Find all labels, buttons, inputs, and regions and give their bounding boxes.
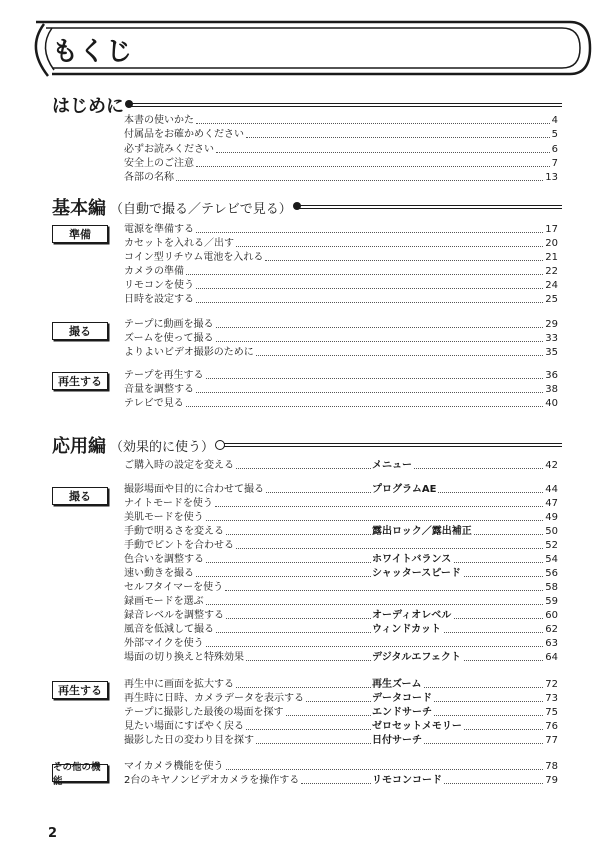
entry-feature: デジタルエフェクト: [372, 652, 461, 663]
entry-page: 7: [551, 158, 558, 169]
section-advanced: [52, 432, 562, 458]
page-title: もくじ: [52, 37, 134, 67]
entry-text: 再生時に日時、カメラデータを表示する: [124, 693, 304, 704]
entry-feature: シャッタースピード: [372, 568, 461, 579]
entry-page: 50: [545, 526, 558, 537]
entry-page: 78: [545, 761, 558, 772]
entry-feature: ホワイトバランス: [372, 554, 452, 565]
entry-text: 本書の使いかた: [124, 115, 194, 126]
entry-page: 20: [545, 238, 558, 249]
entry-page: 35: [545, 347, 558, 358]
entry-feature: メニュー: [372, 460, 412, 471]
toc-entry[interactable]: [124, 397, 558, 410]
toc-entry[interactable]: [124, 595, 558, 608]
toc-entry[interactable]: [124, 157, 558, 170]
entry-page: 40: [545, 398, 558, 409]
section-basic-title: 基本編: [52, 198, 106, 219]
entry-page: 21: [545, 252, 558, 263]
entry-text: ご購入時の設定を変える: [124, 460, 234, 471]
toc-entry[interactable]: [124, 318, 558, 331]
entry-feature: ゼロセットメモリー: [372, 721, 462, 732]
toc-entry[interactable]: [124, 143, 558, 156]
toc-entry[interactable]: [124, 760, 558, 773]
entry-page: 49: [545, 512, 558, 523]
toc-entry[interactable]: [124, 483, 558, 496]
entry-feature: エンドサーチ: [372, 707, 432, 718]
entry-text: テレビで見る: [124, 398, 184, 409]
toc-entry[interactable]: [124, 774, 558, 787]
entry-text: ナイトモードを使う: [124, 498, 213, 509]
entry-feature: ウィンドカット: [372, 624, 441, 635]
entry-text: 速い動きを撮る: [124, 568, 194, 579]
entry-text: 美肌モードを使う: [124, 512, 204, 523]
section-rule: [220, 443, 562, 447]
entry-page: 42: [545, 460, 558, 471]
toc-entry[interactable]: [124, 706, 558, 719]
entry-feature: オーディオレベル: [372, 610, 452, 621]
toc-entry[interactable]: [124, 609, 558, 622]
entry-text: ズームを使って撮る: [124, 333, 214, 344]
entry-page: 52: [545, 540, 558, 551]
entry-text: 各部の名称: [124, 172, 174, 183]
toc-entry[interactable]: [124, 171, 558, 184]
entry-text: 音量を調整する: [124, 384, 194, 395]
entry-page: 13: [545, 172, 558, 183]
entry-text: テープに動画を撮る: [124, 319, 214, 330]
category-badge: 撮る: [52, 487, 108, 505]
toc-entry[interactable]: [124, 279, 558, 292]
toc-entry[interactable]: [124, 567, 558, 580]
section-intro-title: はじめに: [52, 96, 124, 117]
entry-page: 79: [545, 775, 558, 786]
entry-text: 手動で明るさを変える: [124, 526, 224, 537]
entry-text: 外部マイクを使う: [124, 638, 204, 649]
entry-page: 76: [545, 721, 558, 732]
section-rule: [298, 205, 562, 209]
entry-feature: データコード: [372, 693, 432, 704]
entry-text: 必ずお読みください: [124, 144, 214, 155]
section-advanced-subtitle: （効果的に使う）: [110, 439, 215, 455]
entry-page: 64: [545, 652, 558, 663]
entry-page: 33: [545, 333, 558, 344]
entry-page: 75: [545, 707, 558, 718]
toc-entry[interactable]: [124, 293, 558, 306]
entry-text: 手動でピントを合わせる: [124, 540, 234, 551]
entry-text: テープに撮影した最後の場面を探す: [124, 707, 284, 718]
entry-text: コイン型リチウム電池を入れる: [124, 252, 264, 263]
entry-text: よりよいビデオ撮影のために: [124, 347, 254, 358]
entry-page: 22: [545, 266, 558, 277]
entry-page: 72: [545, 679, 558, 690]
toc-entry[interactable]: [124, 539, 558, 552]
entry-text: 電源を準備する: [124, 224, 194, 235]
entry-page: 4: [551, 115, 558, 126]
toc-entry[interactable]: [124, 369, 558, 382]
category-badge: 準備: [52, 225, 108, 243]
entry-text: 場面の切り換えと特殊効果: [124, 652, 244, 663]
entry-text: 2台のキヤノンビデオカメラを操作する: [124, 775, 300, 786]
toc-entry[interactable]: [124, 497, 558, 510]
toc-entry[interactable]: [124, 692, 558, 705]
toc-entry[interactable]: [124, 251, 558, 264]
entry-feature: 再生ズーム: [372, 679, 422, 690]
entry-text: 撮影した日の変わり目を探す: [124, 735, 254, 746]
entry-text: 色合いを調整する: [124, 554, 204, 565]
toc-entry[interactable]: [124, 332, 558, 345]
entry-page: 5: [551, 129, 558, 140]
toc-entry[interactable]: [124, 637, 558, 650]
toc-entry[interactable]: [124, 651, 558, 664]
entry-page: 24: [545, 280, 558, 291]
entry-text: 日時を設定する: [124, 294, 194, 305]
toc-entry[interactable]: [124, 383, 558, 396]
entry-text: 付属品をお確かめください: [124, 129, 244, 140]
category-badge: その他の機能: [52, 764, 108, 782]
toc-entry[interactable]: [124, 511, 558, 524]
toc-entry[interactable]: [124, 237, 558, 250]
section-basic: [52, 194, 562, 220]
section-rule: [130, 103, 562, 107]
entry-text: 安全上のご注意: [124, 158, 194, 169]
entry-page: 63: [545, 638, 558, 649]
toc-entry[interactable]: [124, 678, 558, 691]
toc-entry[interactable]: [124, 128, 558, 141]
entry-text: 再生中に画面を拡大する: [124, 679, 234, 690]
category-badge: 再生する: [52, 372, 108, 390]
entry-page: 17: [545, 224, 558, 235]
entry-feature: プログラムAE: [372, 484, 437, 495]
entry-text: 撮影場面や目的に合わせて撮る: [124, 484, 264, 495]
entry-page: 62: [545, 624, 558, 635]
entry-page: 36: [545, 370, 558, 381]
entry-text: カセットを入れる／出す: [124, 238, 234, 249]
entry-page: 25: [545, 294, 558, 305]
entry-page: 59: [545, 596, 558, 607]
toc-entry[interactable]: [124, 581, 558, 594]
entry-text: テープを再生する: [124, 370, 204, 381]
entry-text: 見たい場面にすばやく戻る: [124, 721, 244, 732]
category-badge: 撮る: [52, 322, 108, 340]
entry-page: 60: [545, 610, 558, 621]
toc-entry[interactable]: [124, 346, 558, 359]
entry-page: 58: [545, 582, 558, 593]
toc-entry[interactable]: [124, 459, 558, 472]
entry-text: 録画モードを選ぶ: [124, 596, 204, 607]
entry-text: 録音レベルを調整する: [124, 610, 224, 621]
entry-page: 38: [545, 384, 558, 395]
entry-page: 47: [545, 498, 558, 509]
toc-entry[interactable]: [124, 734, 558, 747]
entry-feature: 日付サーチ: [372, 735, 422, 746]
section-advanced-title: 応用編: [52, 436, 106, 457]
entry-text: カメラの準備: [124, 266, 184, 277]
entry-text: マイカメラ機能を使う: [124, 761, 224, 772]
toc-entry[interactable]: [124, 623, 558, 636]
entry-text: 風音を低減して撮る: [124, 624, 214, 635]
toc-entry[interactable]: [124, 114, 558, 127]
entry-page: 56: [545, 568, 558, 579]
entry-feature: リモコンコード: [372, 775, 442, 786]
toc-entry[interactable]: [124, 720, 558, 733]
toc-entry[interactable]: [124, 553, 558, 566]
entry-page: 6: [551, 144, 558, 155]
section-basic-subtitle: （自動で撮る／テレビで見る）: [110, 201, 292, 217]
entry-page: 44: [545, 484, 558, 495]
entry-page: 77: [545, 735, 558, 746]
entry-page: 29: [545, 319, 558, 330]
entry-feature: 露出ロック／露出補正: [372, 526, 472, 537]
page-number: 2: [48, 826, 58, 841]
category-badge: 再生する: [52, 681, 108, 699]
entry-text: セルフタイマーを使う: [124, 582, 224, 593]
toc-entry[interactable]: [124, 223, 558, 236]
entry-text: リモコンを使う: [124, 280, 194, 291]
entry-page: 54: [545, 554, 558, 565]
toc-entry[interactable]: [124, 265, 558, 278]
entry-page: 73: [545, 693, 558, 704]
toc-entry[interactable]: [124, 525, 558, 538]
